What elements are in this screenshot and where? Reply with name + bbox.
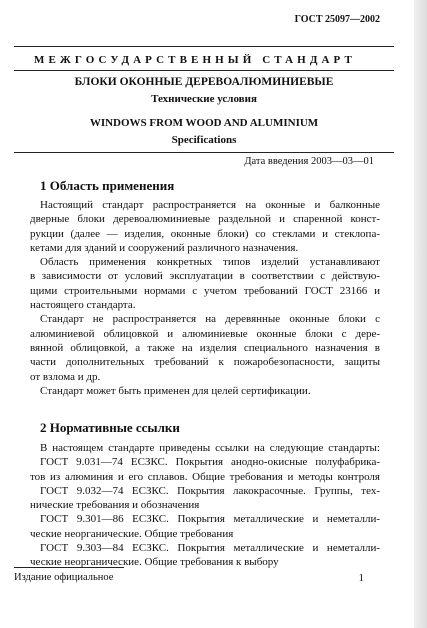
subtitle-en: Specifications bbox=[171, 134, 237, 146]
interstate-standard-label: МЕЖГОСУДАРСТВЕННЫЙ СТАНДАРТ bbox=[34, 54, 356, 66]
page-number: 1 bbox=[358, 572, 364, 584]
section-2-heading: 2 Нормативные ссылки bbox=[40, 420, 180, 435]
title-en: WINDOWS FROM WOOD AND ALUMINIUM bbox=[89, 117, 319, 129]
subtitle-ru: Технические условия bbox=[151, 93, 257, 105]
title-ru: БЛОКИ ОКОННЫЕ ДЕРЕВОАЛЮМИНИЕВЫЕ bbox=[74, 76, 334, 88]
text-line: ГОСТ 9.303—84 ЕСЗКС. Покрытия металлические и неметалли- bbox=[40, 542, 380, 555]
text-line: рукции (далее — изделия, оконные блоки) со стеклами и стеклопа- bbox=[30, 227, 380, 240]
text-line: ческие неорганические. Общие требования к выбору bbox=[30, 556, 279, 569]
standard-number: ГОСТ 25097—2002 bbox=[294, 14, 380, 25]
text-line: нические требования и обозначения bbox=[30, 499, 200, 512]
text-line: кетами для зданий и сооружений различного назначения. bbox=[30, 241, 299, 254]
top-rule bbox=[14, 46, 394, 47]
scan-edge bbox=[414, 0, 427, 628]
text-line: алюминиевой облицовкой и алюминиевые оконные блоки с дере- bbox=[30, 327, 380, 340]
date-rule bbox=[14, 152, 394, 153]
text-line: Стандарт может быть применен для целей сертификации. bbox=[40, 384, 311, 397]
text-line: Настоящий стандарт распространяется на оконные и балконные bbox=[40, 199, 380, 211]
title-rule bbox=[14, 70, 394, 71]
text-line: Стандарт не распространяется на деревянные оконные блоки с bbox=[40, 313, 380, 326]
text-line: от взлома и др. bbox=[30, 370, 101, 383]
text-line: дверные блоки деревоалюминиевые раздельной и спаренной конст- bbox=[30, 213, 380, 226]
text-line: Область применения конкретных типов изделий устанавливают bbox=[40, 256, 380, 269]
text-line: настоящего стандарта. bbox=[30, 299, 136, 312]
text-line: ГОСТ 9.301—86 ЕСЗКС. Покрытия металлические и неметалли- bbox=[40, 513, 380, 526]
section-1-body bbox=[30, 198, 380, 398]
text-line: щими строительными нормами с учетом требований ГОСТ 23166 и bbox=[30, 284, 380, 297]
text-line: В настоящем стандарте приведены ссылки на следующие стандарты: bbox=[40, 442, 380, 454]
text-line: части дополнительных требований к пожаробезопасности, защиты bbox=[30, 356, 380, 369]
text-line: ческие неорганические. Общие требования bbox=[30, 527, 234, 540]
text-line: ГОСТ 9.031—74 ЕСЗКС. Покрытия анодно-окисные полуфабрика- bbox=[40, 456, 380, 469]
text-line: тов из алюминия и его сплавов. Общие требования и методы контроля bbox=[30, 470, 380, 483]
text-line: вянной облицовкой, а также на изделия специального назначения в bbox=[30, 341, 380, 354]
footer-rule bbox=[14, 567, 124, 568]
edition-label: Издание официальное bbox=[14, 572, 114, 583]
text-line: в зависимости от условий эксплуатации в соответствии с действую- bbox=[30, 270, 380, 283]
section-1-heading: 1 Область применения bbox=[40, 178, 175, 193]
date-of-introduction: Дата введения 2003—03—01 bbox=[244, 156, 374, 167]
text-line: ГОСТ 9.032—74 ЕСЗКС. Покрытия лакокрасочные. Группы, тех- bbox=[40, 484, 380, 497]
section-2-body bbox=[30, 441, 380, 570]
